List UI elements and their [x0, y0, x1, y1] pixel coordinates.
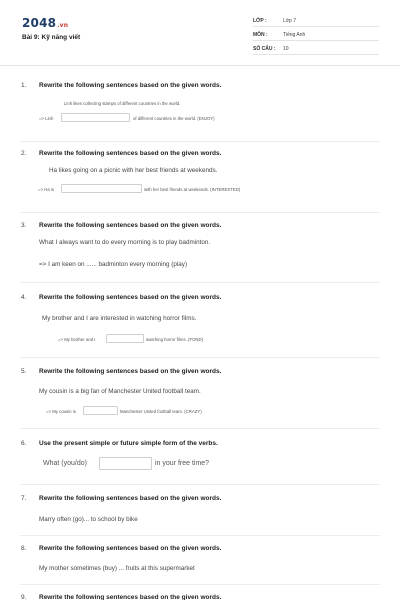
- lesson-title: Bài 9: Kỹ năng viết: [22, 34, 81, 41]
- question-title: Use the present simple or future simple form of the verbs.: [39, 440, 218, 447]
- answer-prefix: => My cousin is: [46, 409, 76, 414]
- logo-main: 2048: [22, 16, 57, 30]
- question-sentence: What I always want to do every morning is to play badminton.: [39, 239, 211, 246]
- answer-suffix: in your free time?: [155, 460, 210, 467]
- info-row-class: [253, 14, 379, 27]
- divider: [20, 484, 380, 485]
- answer-input[interactable]: [61, 113, 130, 122]
- info-value: 10: [283, 46, 289, 52]
- question-title: Rewrite the following sentences based on the given words.: [39, 82, 222, 89]
- question-title: Rewrite the following sentences based on the given words.: [39, 222, 222, 229]
- question-number: 5.: [21, 368, 27, 375]
- divider: [20, 212, 380, 213]
- answer-prefix: What (you/do): [43, 460, 87, 467]
- question-number: 9.: [21, 594, 27, 600]
- question-title: Rewrite the following sentences based on the given words.: [39, 495, 222, 502]
- answer-input[interactable]: [99, 457, 152, 470]
- question-title: Rewrite the following sentences based on the given words.: [39, 368, 222, 375]
- info-value: Tiếng Anh: [283, 32, 306, 38]
- answer-prefix: => My brother and I: [58, 337, 96, 342]
- logo-suffix: .vn: [57, 22, 69, 29]
- question-title: Rewrite the following sentences based on the given words.: [39, 294, 222, 301]
- question-title: Rewrite the following sentences based on the given words.: [39, 150, 222, 157]
- answer-suffix: with her best friends at weekends. (INTERESTED): [144, 187, 241, 192]
- question-number: 6.: [21, 440, 27, 447]
- site-logo[interactable]: [22, 16, 68, 30]
- answer-suffix: watching horror films. (FOND): [146, 337, 204, 342]
- question-title: Rewrite the following sentences based on the given words.: [39, 594, 222, 600]
- answer-line: => I am keen on ...... badminton every morning (play): [39, 261, 188, 268]
- info-row-subject: [253, 28, 379, 41]
- divider: [20, 428, 380, 429]
- divider: [20, 357, 380, 358]
- divider: [20, 535, 380, 536]
- info-value: Lớp 7: [283, 18, 297, 24]
- divider: [20, 584, 380, 585]
- divider: [20, 282, 380, 283]
- answer-prefix: => Linh: [39, 116, 54, 121]
- question-sentence: My cousin is a big fan of Manchester United football team.: [39, 388, 201, 395]
- page-header: [0, 0, 400, 66]
- question-sentence: Linh likes collecting stamps of different countries in the world.: [64, 101, 181, 106]
- answer-input[interactable]: [106, 334, 144, 343]
- answer-prefix: => Ha is: [38, 187, 55, 192]
- answer-suffix: Manchester United football team. (CRAZY): [120, 409, 202, 414]
- question-number: 8.: [21, 545, 27, 552]
- info-label: LỚP :: [253, 18, 267, 24]
- info-row-count: [253, 42, 379, 55]
- question-sentence: Ha likes going on a picnic with her best friends at weekends.: [49, 167, 218, 174]
- answer-input[interactable]: [83, 406, 118, 415]
- question-title: Rewrite the following sentences based on the given words.: [39, 545, 222, 552]
- question-sentence: Marry often (go)... to school by bike: [39, 516, 138, 523]
- divider: [20, 141, 380, 142]
- question-number: 1.: [21, 82, 27, 89]
- answer-input[interactable]: [61, 184, 142, 193]
- question-number: 2.: [21, 150, 27, 157]
- question-number: 7.: [21, 495, 27, 502]
- answer-suffix: of different countries in the world. (ENJOY): [133, 116, 215, 121]
- info-label: SỐ CÂU :: [253, 46, 276, 52]
- question-sentence: My brother and I are interested in watching horror films.: [42, 315, 197, 322]
- info-label: MÔN :: [253, 32, 268, 38]
- question-number: 3.: [21, 222, 27, 229]
- question-number: 4.: [21, 294, 27, 301]
- question-sentence: My mother sometimes (buy) ... fruits at this supermarket: [39, 565, 195, 572]
